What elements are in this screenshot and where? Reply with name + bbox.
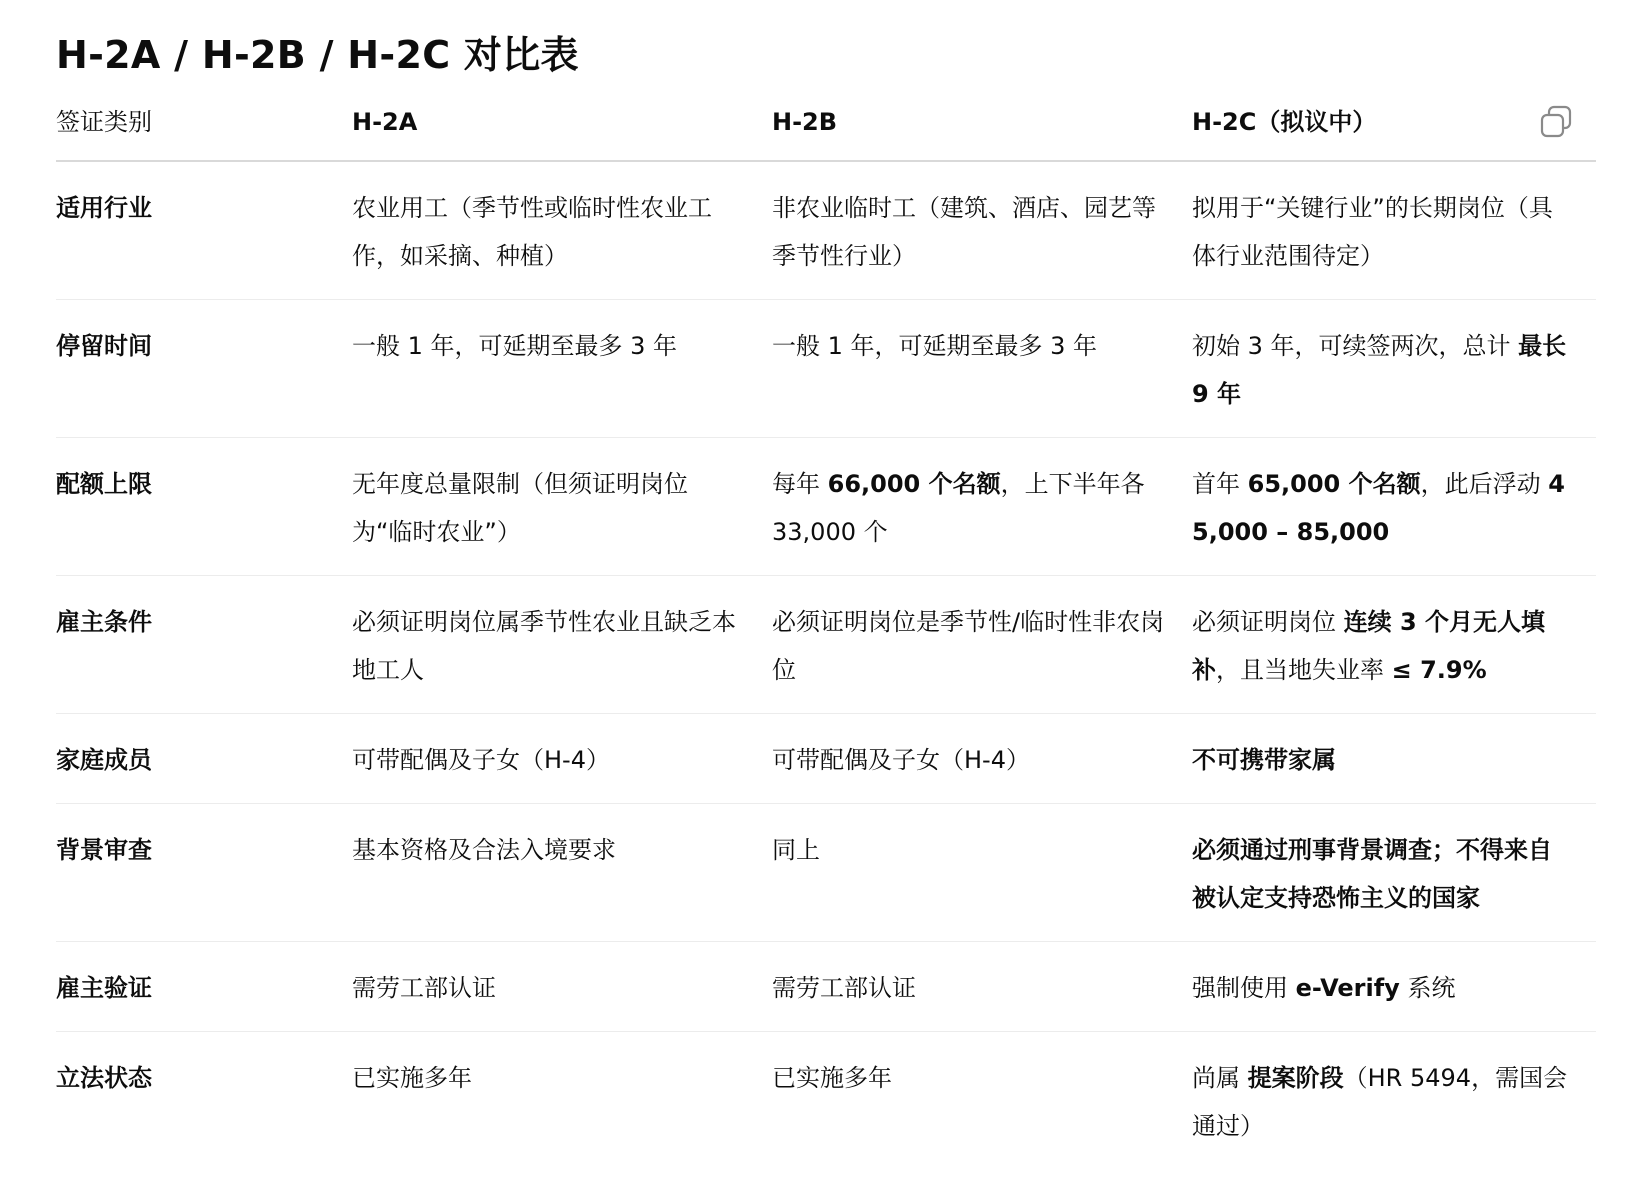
copy-icon [1538,104,1574,140]
cell-h2a: 已实施多年 [352,1063,472,1092]
row-label: 停留时间 [56,299,352,437]
cell-h2c: 初始 3 年，可续签两次，总计 最长 9 年 [1192,299,1596,437]
header-h2b: H-2B [772,92,1192,161]
header-visa-type: 签证类别 [56,92,352,161]
page-title: H-2A / H-2B / H-2C 对比表 [56,33,579,77]
row-label: 配额上限 [56,437,352,575]
cell-h2a: 可带配偶及子女（H-4） [352,713,772,803]
table-row [56,1031,1596,1169]
table-row [56,299,1596,437]
cell-h2c: 强制使用 e-Verify 系统 [1192,941,1596,1031]
cell-h2b: 已实施多年 [772,1063,892,1092]
table-row [56,161,1596,299]
row-label: 适用行业 [56,161,352,299]
table-row [56,437,1596,575]
cell-h2a: 需劳工部认证 [352,941,772,1031]
cell-h2b: 必须证明岗位是季节性/临时性非农岗位 [772,575,1192,713]
cell-h2a: 基本资格及合法入境要求 [352,803,772,941]
cell-h2c: 必须通过刑事背景调查；不得来自被认定支持恐怖主义的国家 [1192,803,1596,941]
cell-h2b: 非农业临时工（建筑、酒店、园艺等季节性行业） [772,161,1192,299]
cell-h2a: 农业用工（季节性或临时性农业工作，如采摘、种植） [352,161,772,299]
row-label: 家庭成员 [56,713,352,803]
cell-h2b: 可带配偶及子女（H-4） [772,713,1192,803]
comparison-table [56,92,1596,1169]
table-row [56,575,1596,713]
cell-h2c: 尚属 提案阶段（HR 5494，需国会通过） [1192,1063,1568,1140]
cell-h2a: 必须证明岗位属季节性农业且缺乏本地工人 [352,575,772,713]
cell-h2a: 无年度总量限制（但须证明岗位为“临时农业”） [352,437,772,575]
row-label: 立法状态 [56,1063,152,1092]
table-row [56,713,1596,803]
cell-h2a: 一般 1 年，可延期至最多 3 年 [352,299,772,437]
cell-h2c: 拟用于“关键行业”的长期岗位（具体行业范围待定） [1192,161,1596,299]
row-label: 背景审查 [56,803,352,941]
cell-h2c: 不可携带家属 [1192,713,1596,803]
cell-h2c: 必须证明岗位 连续 3 个月无人填补，且当地失业率 ≤ 7.9% [1192,575,1596,713]
row-label: 雇主条件 [56,575,352,713]
header-h2c: H-2C（拟议中） [1192,92,1596,161]
copy-table-button[interactable] [1538,104,1574,140]
header-h2a: H-2A [352,92,772,161]
cell-h2c: 首年 65,000 个名额，此后浮动 45,000 – 85,000 [1192,437,1596,575]
table-row [56,803,1596,941]
row-label: 雇主验证 [56,941,352,1031]
table-header-row [56,92,1596,161]
cell-h2b: 同上 [772,803,1192,941]
cell-h2b: 一般 1 年，可延期至最多 3 年 [772,299,1192,437]
comparison-table-container [56,92,1596,1169]
cell-h2b: 每年 66,000 个名额，上下半年各 33,000 个 [772,437,1192,575]
table-row [56,941,1596,1031]
cell-h2b: 需劳工部认证 [772,941,1192,1031]
